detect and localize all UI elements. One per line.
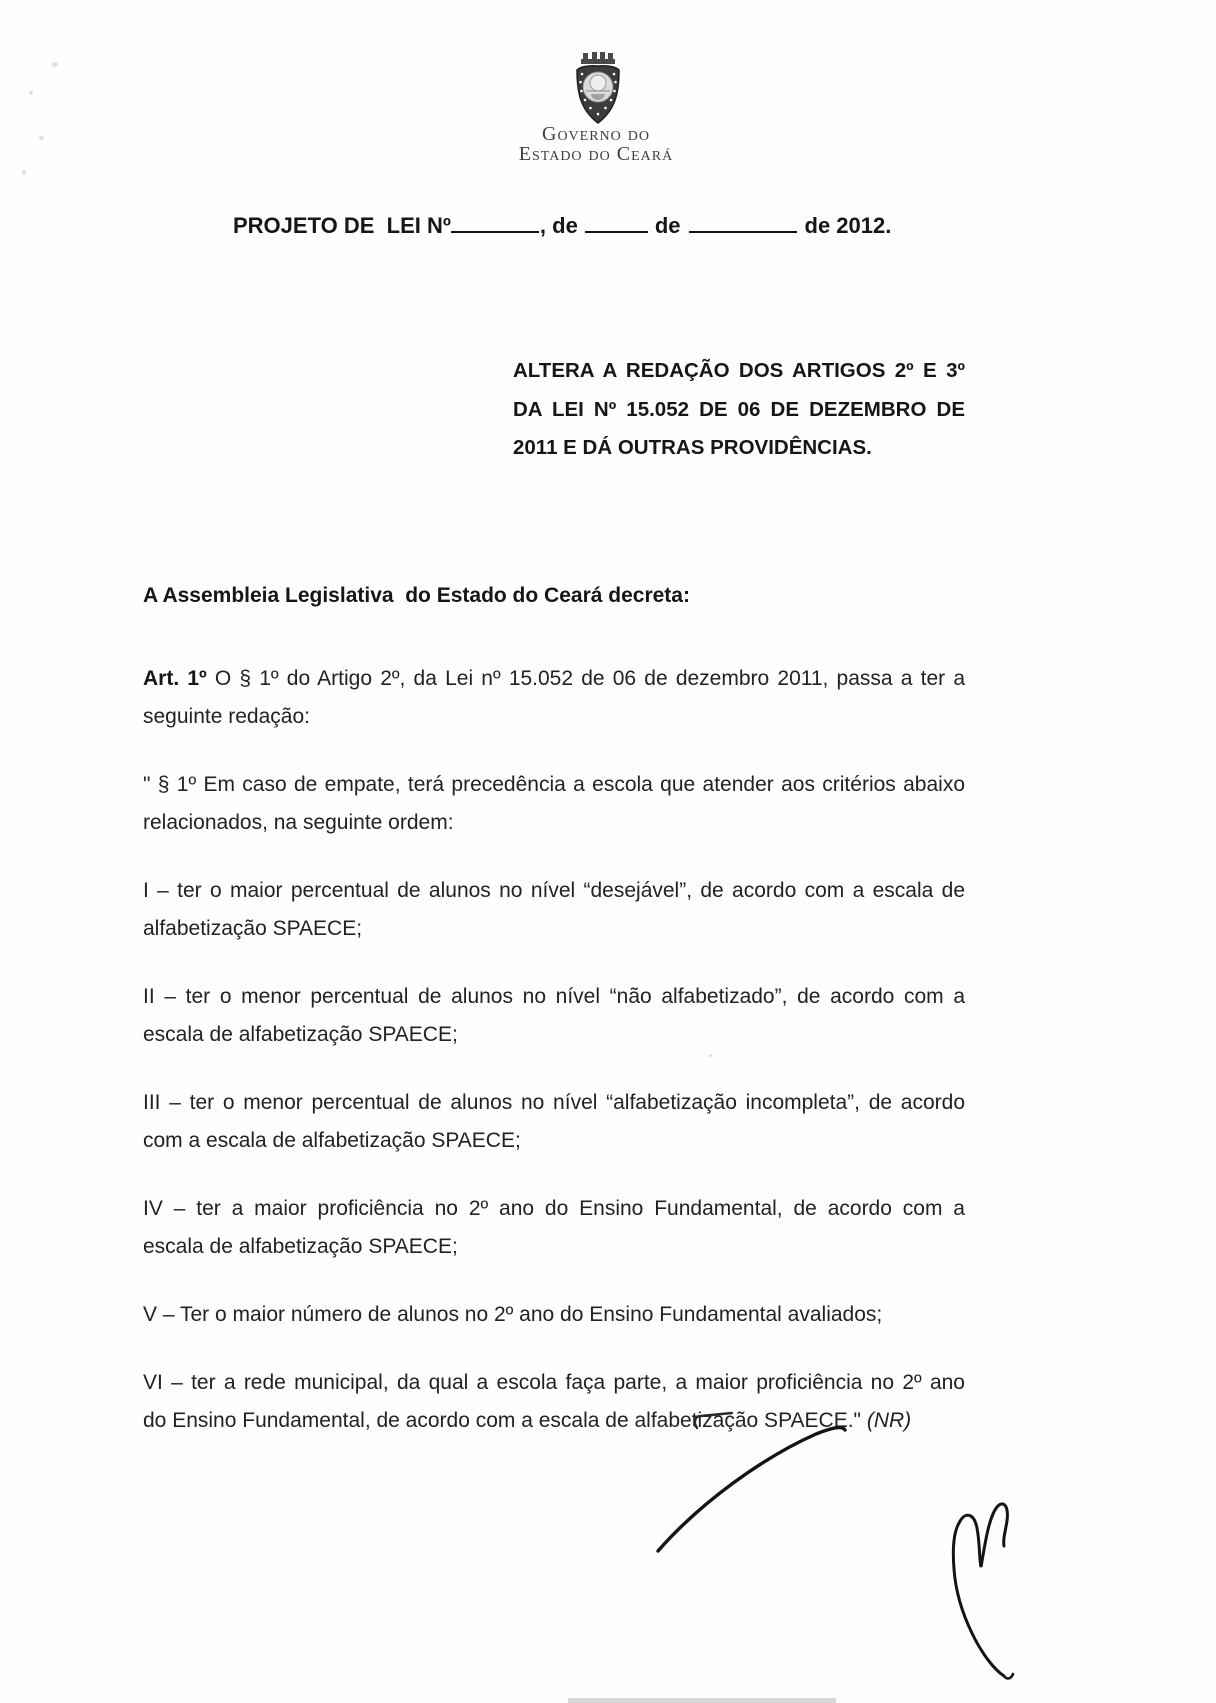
blank-month xyxy=(689,228,797,233)
paragraph xyxy=(143,766,965,842)
scan-speck xyxy=(52,62,58,67)
paragraph-line xyxy=(143,1122,965,1160)
paragraph-line xyxy=(143,1228,965,1266)
title-sep1: , de xyxy=(539,213,578,238)
ementa-line: DA LEI Nº 15.052 DE 06 DE DEZEMBRO DE xyxy=(513,397,965,421)
paragraph-line xyxy=(143,1190,965,1228)
org-line-1: Governo do xyxy=(542,123,650,145)
ceara-coat-of-arms-icon xyxy=(566,50,630,130)
paragraph-line xyxy=(143,1402,965,1440)
scan-edge-artifact xyxy=(568,1698,836,1703)
ementa-line: ALTERA A REDAÇÃO DOS ARTIGOS 2º E 3º xyxy=(513,359,965,382)
text-run: I – ter o maior percentual de alunos no nível “desejável”, de acordo com a escala de xyxy=(143,879,965,902)
ementa-block xyxy=(513,352,965,468)
handwritten-signature-tail xyxy=(1004,1674,1013,1678)
blank-law-number xyxy=(451,228,539,233)
text-run: alfabetização SPAECE; xyxy=(143,917,363,940)
text-run: III – ter o menor percentual de alunos no nível “alfabetização incompleta”, de acordo xyxy=(143,1091,965,1114)
text-run: II – ter o menor percentual de alunos no nível “não alfabetizado”, de acordo com a xyxy=(143,985,965,1008)
ementa-line: 2011 E DÁ OUTRAS PROVIDÊNCIAS. xyxy=(513,436,872,459)
paragraph-line xyxy=(143,1016,965,1054)
article-number: Art. 1º xyxy=(143,667,207,690)
text-run: " § 1º Em caso de empate, terá precedência a escola que atender aos critérios abaixo xyxy=(143,773,965,796)
document-title xyxy=(233,213,891,239)
paragraph xyxy=(143,1084,965,1160)
preamble-line: A Assembleia Legislativa do Estado do Ceará decreta: xyxy=(143,584,690,607)
paragraph xyxy=(143,660,965,736)
paragraph xyxy=(143,1364,965,1440)
paragraph-line xyxy=(143,1084,965,1122)
paragraph xyxy=(143,1296,965,1334)
paragraph-line xyxy=(143,910,965,948)
paragraph xyxy=(143,1190,965,1266)
text-run: com a escala de alfabetização SPAECE; xyxy=(143,1129,521,1152)
paragraph-line xyxy=(143,660,965,698)
blank-day xyxy=(585,228,648,233)
scan-speck xyxy=(39,136,44,140)
title-sep3: de 2012. xyxy=(804,213,892,238)
paragraph-line xyxy=(143,978,965,1016)
org-line-2: Estado do Ceará xyxy=(518,143,674,165)
text-run: relacionados, na seguinte ordem: xyxy=(143,811,454,834)
title-label: PROJETO DE LEI Nº xyxy=(233,213,451,238)
paragraph xyxy=(143,872,965,948)
scan-speck xyxy=(22,170,26,175)
paragraph-line xyxy=(143,1296,965,1334)
text-run: O § 1º do Artigo 2º, da Lei nº 15.052 de 06 de dezembro 2011, passa a ter a xyxy=(206,667,965,690)
handwritten-signature xyxy=(953,1504,1007,1676)
body-paragraphs xyxy=(143,660,965,1470)
text-run: escala de alfabetização SPAECE; xyxy=(143,1235,458,1258)
text-run: seguinte redação: xyxy=(143,705,310,728)
paragraph-line xyxy=(143,1364,965,1402)
scan-speck xyxy=(29,91,33,95)
text-run: escala de alfabetização SPAECE; xyxy=(143,1023,458,1046)
text-run: V – Ter o maior número de alunos no 2º ano do Ensino Fundamental avaliados; xyxy=(143,1303,883,1326)
text-run: IV – ter a maior proficiência no 2º ano do Ensino Fundamental, de acordo com a xyxy=(143,1197,965,1220)
paragraph-line xyxy=(143,872,965,910)
paragraph-line xyxy=(143,766,965,804)
text-run: VI – ter a rede municipal, da qual a escola faça parte, a maior proficiência no 2º ano xyxy=(143,1371,965,1394)
nr-suffix: (NR) xyxy=(866,1409,912,1432)
paragraph-line xyxy=(143,698,965,736)
text-run: do Ensino Fundamental, de acordo com a escala de alfabetização SPAECE." xyxy=(143,1409,867,1432)
paragraph-line xyxy=(143,804,965,842)
paragraph xyxy=(143,978,965,1054)
government-org-name xyxy=(443,124,749,164)
title-sep2: de xyxy=(654,213,681,238)
